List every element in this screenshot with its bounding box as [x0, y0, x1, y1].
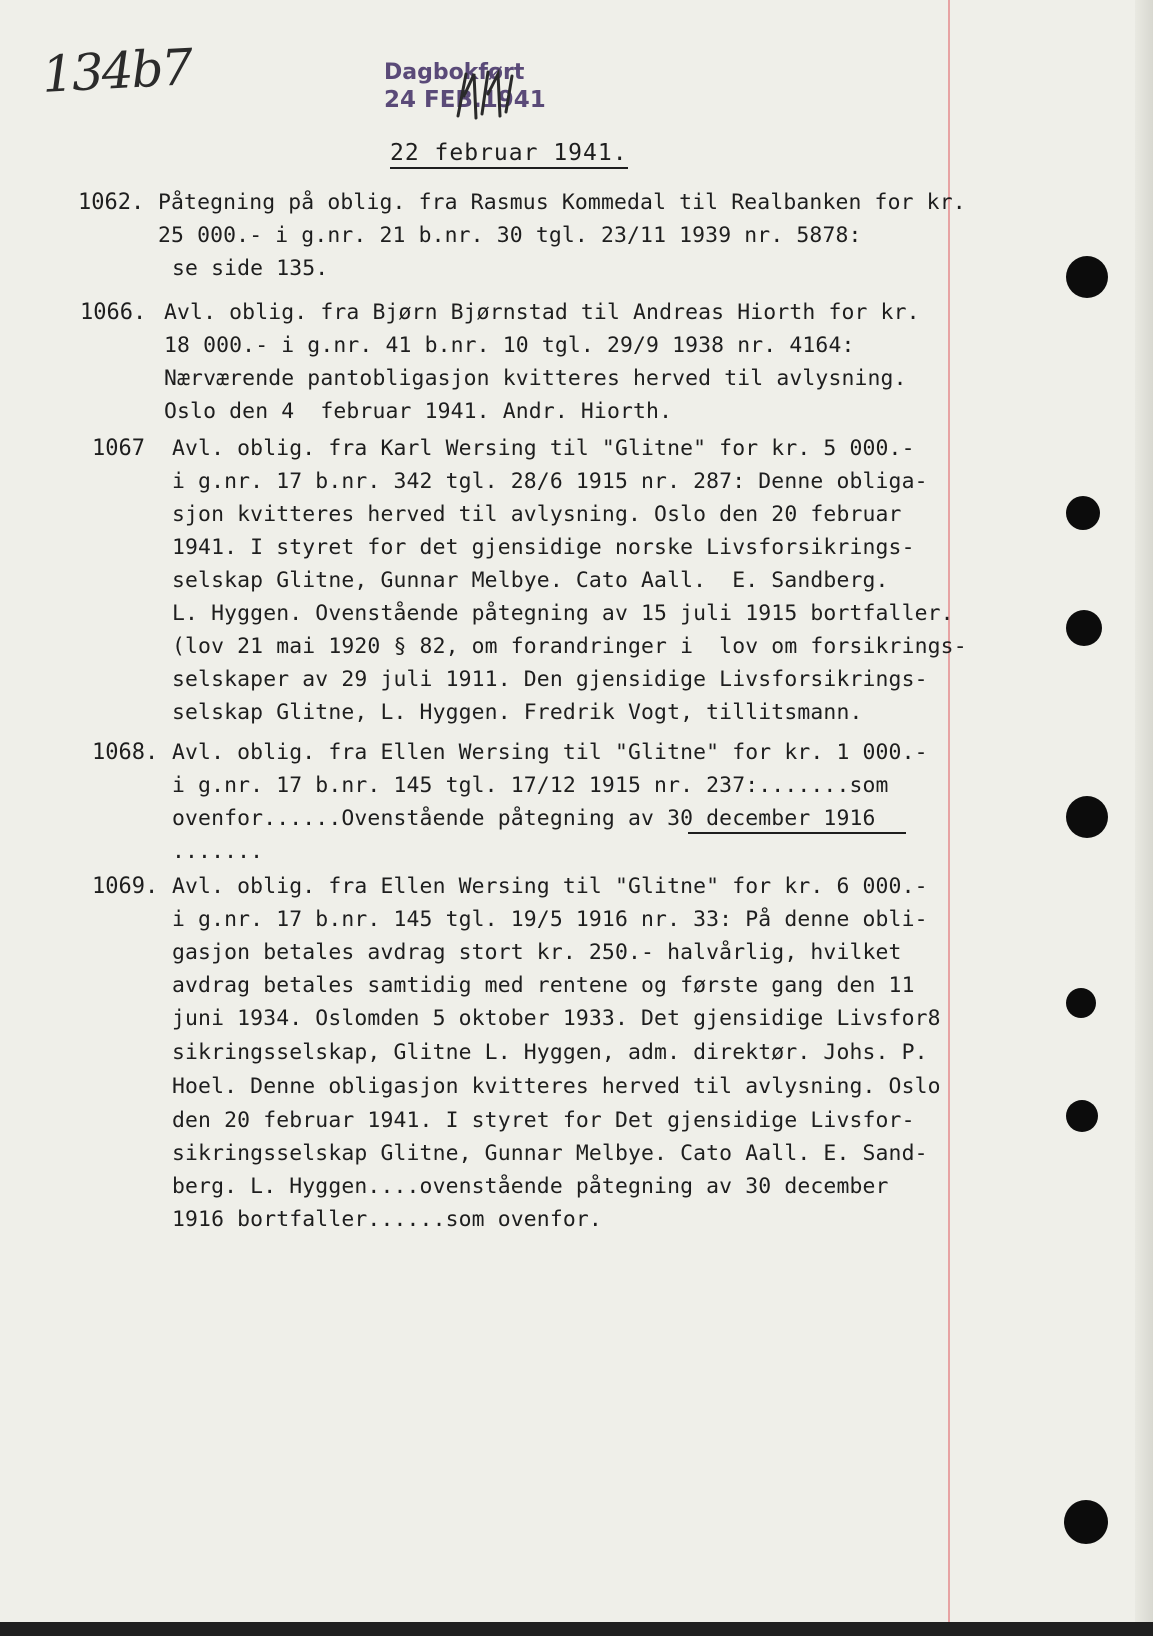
- entry-line: Avl. oblig. fra Ellen Wersing til "Glitne" for kr. 1 000.-: [172, 740, 928, 765]
- entry-line: Avl. oblig. fra Karl Wersing til "Glitne" for kr. 5 000.-: [172, 436, 915, 461]
- entry-line: selskap Glitne, L. Hyggen. Fredrik Vogt, tillitsmann.: [172, 700, 863, 725]
- entry-line: se side 135.: [172, 256, 329, 281]
- entry-number: 1067: [92, 436, 145, 461]
- entry-line: Hoel. Denne obligasjon kvitteres herved til avlysning. Oslo: [172, 1074, 941, 1099]
- entry-line: 18 000.- i g.nr. 41 b.nr. 10 tgl. 29/9 1938 nr. 4164:: [164, 333, 855, 358]
- entry-line: selskaper av 29 juli 1911. Den gjensidige Livsforsikrings-: [172, 667, 928, 692]
- handwritten-page-number: 134b7: [40, 38, 193, 104]
- entry-line: Avl. oblig. fra Ellen Wersing til "Glitne" for kr. 6 000.-: [172, 874, 928, 899]
- entry-line: 1916 bortfaller......som ovenfor.: [172, 1207, 602, 1232]
- entry-number: 1066.: [80, 300, 147, 325]
- entry-line: Oslo den 4 februar 1941. Andr. Hiorth.: [164, 399, 673, 424]
- punch-hole: [1066, 610, 1102, 646]
- entry-number: 1068.: [92, 740, 159, 765]
- page-bottom-edge: [0, 1622, 1153, 1636]
- entry-line: 1941. I styret for det gjensidige norske Livsforsikrings-: [172, 535, 915, 560]
- entry-line: 25 000.- i g.nr. 21 b.nr. 30 tgl. 23/11 1939 nr. 5878:: [158, 223, 862, 248]
- punch-hole: [1066, 496, 1100, 530]
- entry-line: ovenfor......Ovenstående påtegning av 30 december 1916: [172, 806, 876, 831]
- entry-line: L. Hyggen. Ovenstående påtegning av 15 juli 1915 bortfaller.: [172, 601, 954, 626]
- stamp-line-1: Dagbokført: [384, 60, 525, 85]
- date-heading-text: 22 februar 1941.: [390, 140, 628, 169]
- date-underline: [688, 832, 906, 834]
- entry-line: (lov 21 mai 1920 § 82, om forandringer i lov om forsikrings-: [172, 634, 967, 659]
- entry-line: .......: [172, 839, 264, 864]
- entry-number: 1069.: [92, 874, 159, 899]
- stamp-line-2: 24 FEB.1941: [384, 87, 546, 113]
- page-edge-shadow: [1135, 0, 1153, 1636]
- entry-line: sikringsselskap, Glitne L. Hyggen, adm. direktør. Johs. P.: [172, 1040, 928, 1065]
- entry-line: i g.nr. 17 b.nr. 145 tgl. 19/5 1916 nr. 33: På denne obli-: [172, 907, 928, 932]
- entry-line: sjon kvitteres herved til avlysning. Oslo den 20 februar: [172, 502, 902, 527]
- entry-line: gasjon betales avdrag stort kr. 250.- halvårlig, hvilket: [172, 940, 902, 965]
- entry-line: Påtegning på oblig. fra Rasmus Kommedal til Realbanken for kr.: [158, 190, 966, 215]
- entry-line: juni 1934. Oslomden 5 oktober 1933. Det gjensidige Livsfor8: [172, 1006, 941, 1031]
- punch-hole: [1066, 988, 1096, 1018]
- punch-hole: [1066, 256, 1108, 298]
- entry-line: selskap Glitne, Gunnar Melbye. Cato Aall. E. Sandberg.: [172, 568, 889, 593]
- entry-line: i g.nr. 17 b.nr. 342 tgl. 28/6 1915 nr. 287: Denne obliga-: [172, 469, 928, 494]
- entry-line: den 20 februar 1941. I styret for Det gjensidige Livsfor-: [172, 1108, 915, 1133]
- entry-line: berg. L. Hyggen....ovenstående påtegning av 30 december: [172, 1174, 889, 1199]
- entry-line: Avl. oblig. fra Bjørn Bjørnstad til Andreas Hiorth for kr.: [164, 300, 920, 325]
- entry-line: sikringsselskap Glitne, Gunnar Melbye. Cato Aall. E. Sand-: [172, 1141, 928, 1166]
- date-heading: [390, 140, 628, 166]
- punch-hole: [1066, 796, 1108, 838]
- entry-line: i g.nr. 17 b.nr. 145 tgl. 17/12 1915 nr. 237:.......som: [172, 773, 889, 798]
- entry-line: Nærværende pantobligasjon kvitteres herved til avlysning.: [164, 366, 907, 391]
- red-margin-line: [948, 0, 950, 1622]
- entry-line: avdrag betales samtidig med rentene og første gang den 11: [172, 973, 915, 998]
- entry-number: 1062.: [78, 190, 145, 215]
- punch-hole: [1066, 1100, 1098, 1132]
- punch-hole: [1064, 1500, 1108, 1544]
- stamp-initials-scribble: [452, 66, 532, 126]
